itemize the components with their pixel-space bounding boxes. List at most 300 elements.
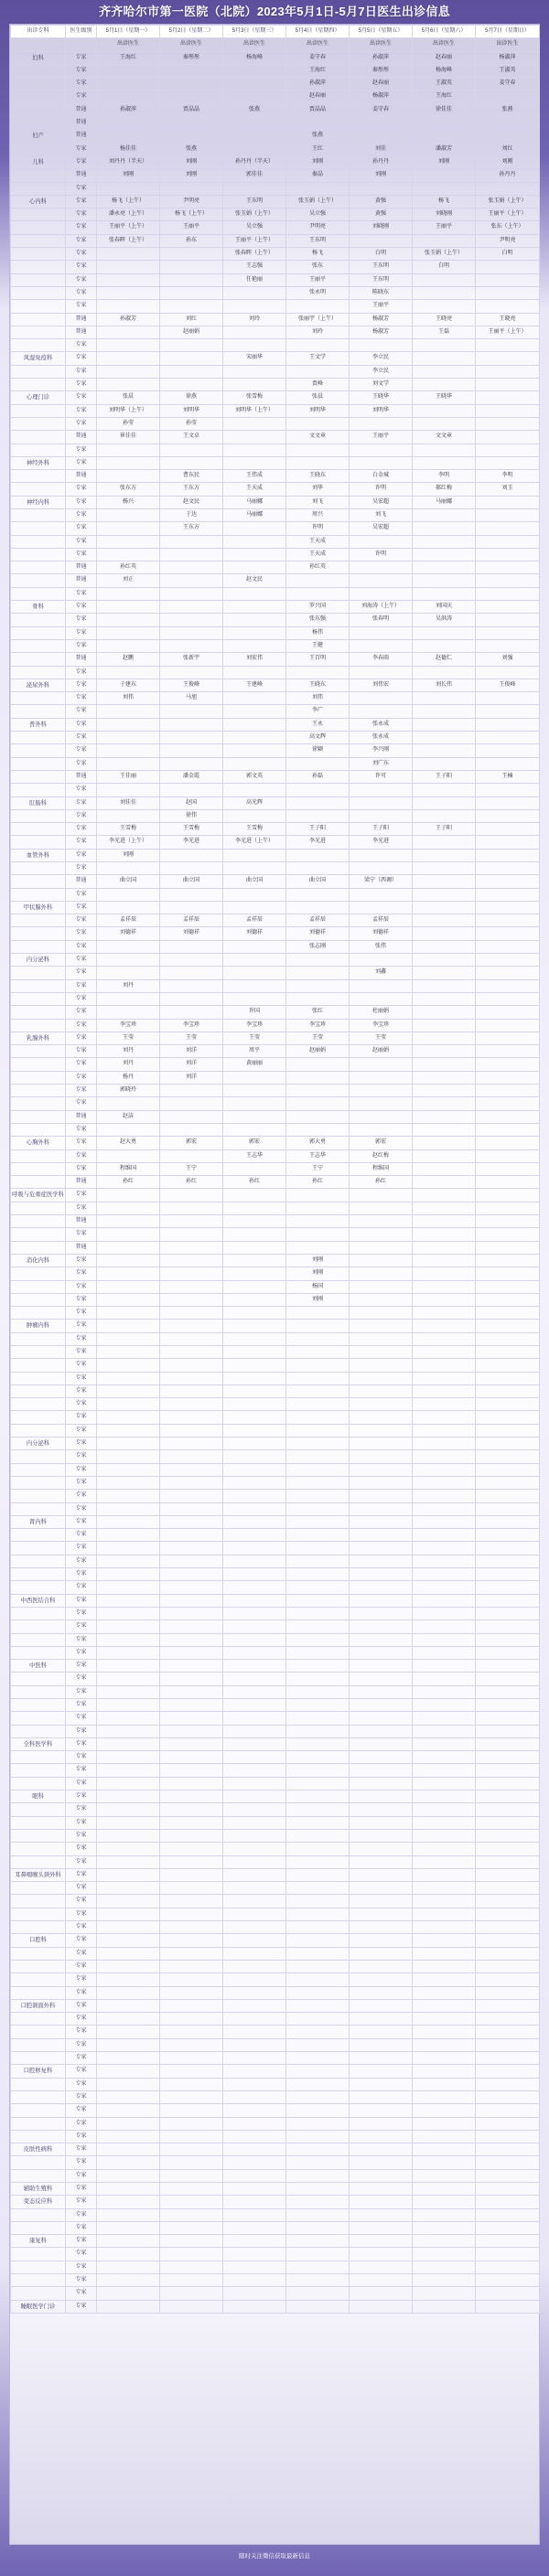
dept-cell xyxy=(11,561,66,574)
dept-cell: 风湿免疫科 xyxy=(11,352,66,365)
doctor-cell xyxy=(160,1699,223,1712)
dept-cell xyxy=(11,1685,66,1698)
doctor-cell xyxy=(223,2078,286,2090)
doctor-cell: 杨淑萍 xyxy=(350,91,413,103)
doctor-cell: 秦晶 xyxy=(286,169,350,182)
doctor-cell xyxy=(476,796,540,809)
doctor-cell xyxy=(97,2208,160,2221)
doctor-cell xyxy=(413,1895,476,1908)
level-cell: 专家 xyxy=(66,1293,97,1306)
level-cell: 专家 xyxy=(66,91,97,103)
doctor-cell xyxy=(160,1829,223,1842)
doctor-cell xyxy=(476,352,540,365)
dept-cell xyxy=(11,1149,66,1162)
doctor-cell xyxy=(160,1712,223,1725)
doctor-cell xyxy=(97,1895,160,1908)
doctor-cell xyxy=(476,1986,540,1999)
doctor-cell xyxy=(223,718,286,731)
doctor-cell xyxy=(223,1438,286,1450)
doctor-cell xyxy=(160,1241,223,1254)
doctor-cell xyxy=(413,1398,476,1411)
doctor-cell xyxy=(350,1685,413,1698)
level-cell: 专家 xyxy=(66,809,97,822)
doctor-cell: 张永成 xyxy=(350,732,413,744)
doctor-cell xyxy=(223,456,286,469)
doctor-cell xyxy=(476,1777,540,1790)
schedule-body xyxy=(11,38,540,2314)
doctor-cell xyxy=(160,1476,223,1489)
doctor-cell xyxy=(413,1777,476,1790)
dept-cell: 普外科 xyxy=(11,718,66,731)
doctor-cell: 王晓东 xyxy=(286,470,350,483)
doctor-cell: 杨飞（上午） xyxy=(160,208,223,221)
doctor-cell: 刘广东 xyxy=(350,757,413,770)
level-cell: 专家 xyxy=(66,1673,97,1685)
table-row xyxy=(11,496,540,508)
doctor-cell: 刘玉 xyxy=(476,483,540,496)
level-cell: 专家 xyxy=(66,1384,97,1397)
dept-cell xyxy=(11,992,66,1005)
table-row xyxy=(11,2143,540,2156)
doctor-cell xyxy=(97,705,160,718)
dept-cell xyxy=(11,1359,66,1372)
doctor-cell xyxy=(97,326,160,338)
doctor-cell xyxy=(476,1843,540,1855)
dept-cell: 中医科 xyxy=(11,1660,66,1673)
level-cell: 专家 xyxy=(66,1555,97,1567)
doctor-cell: 王晓亮 xyxy=(413,313,476,326)
level-cell: 专家 xyxy=(66,2038,97,2051)
doctor-cell xyxy=(286,1398,350,1411)
doctor-cell: 郭宏 xyxy=(160,1137,223,1149)
doctor-cell xyxy=(476,1424,540,1437)
doctor-cell xyxy=(286,849,350,861)
doctor-cell xyxy=(413,535,476,548)
dept-cell xyxy=(11,2052,66,2065)
doctor-cell xyxy=(160,1110,223,1123)
doctor-cell xyxy=(223,339,286,352)
doctor-cell xyxy=(223,1581,286,1594)
dept-cell: 口腔修复科 xyxy=(11,2065,66,2078)
doctor-cell xyxy=(476,1162,540,1175)
doctor-cell xyxy=(413,967,476,979)
level-cell: 专家 xyxy=(66,1568,97,1581)
doctor-cell xyxy=(97,1947,160,1960)
doctor-cell xyxy=(476,2013,540,2026)
doctor-cell xyxy=(286,1803,350,1816)
dept-cell: 心胸外科 xyxy=(11,1137,66,1149)
doctor-cell xyxy=(160,1803,223,1816)
level-cell: 专家 xyxy=(66,1660,97,1673)
doctor-cell xyxy=(223,1071,286,1084)
level-cell: 专家 xyxy=(66,1685,97,1698)
doctor-cell xyxy=(97,744,160,757)
level-cell: 专家 xyxy=(66,1803,97,1816)
doctor-cell xyxy=(476,666,540,679)
level-cell: 专家 xyxy=(66,1529,97,1542)
doctor-cell xyxy=(350,1620,413,1633)
doctor-cell: 张春晖（上午） xyxy=(97,234,160,247)
table-row xyxy=(11,2182,540,2195)
doctor-cell xyxy=(223,901,286,914)
doctor-cell xyxy=(476,927,540,940)
level-cell: 专家 xyxy=(66,2261,97,2273)
level-cell: 普通 xyxy=(66,117,97,130)
doctor-cell xyxy=(160,2287,223,2300)
doctor-cell xyxy=(350,1228,413,1241)
doctor-cell xyxy=(160,1555,223,1567)
doctor-cell xyxy=(223,626,286,639)
table-row xyxy=(11,352,540,365)
doctor-cell xyxy=(223,849,286,861)
doctor-cell xyxy=(160,2143,223,2156)
doctor-cell xyxy=(97,1241,160,1254)
doctor-cell: 张伟 xyxy=(350,940,413,953)
doctor-cell xyxy=(160,614,223,626)
doctor-cell xyxy=(286,1594,350,1607)
doctor-cell xyxy=(286,117,350,130)
doctor-cell xyxy=(160,1973,223,1986)
level-cell: 普通 xyxy=(66,770,97,783)
doctor-cell xyxy=(223,1450,286,1463)
level-cell: 专家 xyxy=(66,901,97,914)
level-cell: 专家 xyxy=(66,365,97,378)
doctor-cell xyxy=(160,1463,223,1476)
doctor-cell xyxy=(350,2221,413,2234)
doctor-cell xyxy=(97,1960,160,1972)
doctor-cell xyxy=(223,1882,286,1895)
level-cell: 专家 xyxy=(66,1162,97,1175)
table-row xyxy=(11,809,540,822)
dept-cell xyxy=(11,1620,66,1633)
doctor-cell xyxy=(350,1673,413,1685)
doctor-cell: 王俊峰 xyxy=(160,679,223,691)
level-cell: 专家 xyxy=(66,692,97,705)
doctor-cell: 王莹 xyxy=(160,1031,223,1044)
doctor-cell xyxy=(97,1868,160,1881)
table-row xyxy=(11,1529,540,1542)
doctor-cell xyxy=(286,1202,350,1214)
doctor-cell xyxy=(476,1581,540,1594)
table-row xyxy=(11,914,540,927)
dept-cell xyxy=(11,182,66,195)
table-row xyxy=(11,2104,540,2117)
doctor-cell xyxy=(97,757,160,770)
doctor-cell xyxy=(286,666,350,679)
doctor-cell: 刘刚 xyxy=(160,169,223,182)
doctor-cell: 梁宁（西调） xyxy=(350,875,413,888)
dept-cell xyxy=(11,535,66,548)
doctor-cell xyxy=(286,1490,350,1502)
doctor-cell xyxy=(413,1685,476,1698)
level-cell: 专家 xyxy=(66,732,97,744)
level-cell: 专家 xyxy=(66,1045,97,1058)
doctor-cell xyxy=(413,914,476,927)
doctor-cell xyxy=(286,1699,350,1712)
doctor-cell: 孟祥辰 xyxy=(350,914,413,927)
doctor-cell: 王健 xyxy=(286,639,350,652)
table-row xyxy=(11,1673,540,1685)
doctor-cell: 许明 xyxy=(286,522,350,535)
doctor-cell: 孟祥辰 xyxy=(223,914,286,927)
doctor-cell xyxy=(97,1293,160,1306)
table-row xyxy=(11,300,540,313)
dept-cell xyxy=(11,732,66,744)
doctor-cell xyxy=(476,2156,540,2169)
table-row xyxy=(11,535,540,548)
doctor-cell: 赵丽娟 xyxy=(286,1045,350,1058)
doctor-cell xyxy=(476,444,540,456)
doctor-cell xyxy=(223,1646,286,1659)
doctor-cell xyxy=(476,2117,540,2130)
doctor-cell: 于达 xyxy=(160,508,223,521)
doctor-cell xyxy=(160,2117,223,2130)
doctor-cell xyxy=(476,2065,540,2078)
dept-cell xyxy=(11,1581,66,1594)
doctor-cell xyxy=(476,91,540,103)
dept-cell xyxy=(11,1699,66,1712)
doctor-cell xyxy=(350,2182,413,2195)
doctor-cell xyxy=(476,1058,540,1071)
doctor-cell xyxy=(160,535,223,548)
doctor-cell: 王志华 xyxy=(223,1149,286,1162)
doctor-cell xyxy=(413,1384,476,1397)
doctor-cell xyxy=(97,1685,160,1698)
dept-cell xyxy=(11,1228,66,1241)
doctor-cell xyxy=(476,1241,540,1254)
doctor-cell: 郭晓玲 xyxy=(97,1085,160,1097)
doctor-cell xyxy=(350,954,413,967)
doctor-cell xyxy=(413,1359,476,1372)
doctor-cell xyxy=(476,339,540,352)
doctor-cell xyxy=(286,1934,350,1947)
level-cell: 专家 xyxy=(66,1855,97,1868)
doctor-cell xyxy=(286,1463,350,1476)
doctor-cell xyxy=(286,1633,350,1646)
doctor-cell xyxy=(476,2052,540,2065)
doctor-cell xyxy=(223,143,286,155)
doctor-cell xyxy=(160,1764,223,1777)
doctor-cell: 张春明 xyxy=(350,614,413,626)
doctor-cell xyxy=(97,2117,160,2130)
table-row xyxy=(11,130,540,143)
doctor-cell xyxy=(476,914,540,927)
doctor-cell: 刘飞 xyxy=(286,496,350,508)
doctor-cell xyxy=(97,862,160,875)
doctor-cell: 王楠 xyxy=(476,770,540,783)
doctor-cell xyxy=(476,1320,540,1332)
doctor-cell xyxy=(413,1764,476,1777)
doctor-cell xyxy=(160,2182,223,2195)
doctor-cell xyxy=(223,1568,286,1581)
doctor-cell xyxy=(350,849,413,861)
dept-cell xyxy=(11,300,66,313)
doctor-cell xyxy=(223,888,286,901)
doctor-cell xyxy=(286,1123,350,1136)
doctor-cell xyxy=(160,2274,223,2287)
doctor-cell xyxy=(223,2169,286,2182)
doctor-cell xyxy=(97,940,160,953)
doctor-cell xyxy=(223,1490,286,1502)
dept-cell xyxy=(11,1085,66,1097)
level-cell: 专家 xyxy=(66,1490,97,1502)
doctor-cell xyxy=(97,1332,160,1345)
doctor-cell xyxy=(223,1921,286,1934)
doctor-cell xyxy=(97,2182,160,2195)
doctor-cell: 吴立强 xyxy=(223,221,286,234)
doctor-cell xyxy=(476,1110,540,1123)
table-row xyxy=(11,1254,540,1267)
doctor-cell xyxy=(160,1568,223,1581)
doctor-cell xyxy=(413,1293,476,1306)
doctor-cell xyxy=(97,1921,160,1934)
table-row xyxy=(11,561,540,574)
dept-cell xyxy=(11,888,66,901)
doctor-cell xyxy=(97,1882,160,1895)
doctor-cell xyxy=(223,666,286,679)
header-cell: 出诊专科 xyxy=(11,26,66,38)
dept-cell xyxy=(11,2274,66,2287)
doctor-cell: 王东方 xyxy=(160,483,223,496)
doctor-cell xyxy=(160,2261,223,2273)
doctor-cell xyxy=(97,1986,160,1999)
doctor-cell xyxy=(350,1947,413,1960)
level-cell: 专家 xyxy=(66,2196,97,2208)
doctor-cell xyxy=(160,444,223,456)
doctor-cell xyxy=(223,117,286,130)
doctor-cell: 王东明 xyxy=(223,195,286,208)
level-cell: 专家 xyxy=(66,155,97,168)
doctor-cell xyxy=(223,2130,286,2143)
doctor-cell xyxy=(223,1685,286,1698)
doctor-cell xyxy=(413,1254,476,1267)
doctor-cell: 王丽平 xyxy=(160,221,223,234)
doctor-cell xyxy=(286,2117,350,2130)
doctor-cell: 李光进 xyxy=(160,836,223,849)
doctor-cell: 张东强 xyxy=(286,614,350,626)
doctor-cell xyxy=(413,1307,476,1320)
doctor-cell xyxy=(160,300,223,313)
doctor-cell: 刘佳 xyxy=(350,143,413,155)
doctor-cell xyxy=(350,2196,413,2208)
doctor-cell xyxy=(286,2090,350,2103)
dept-cell xyxy=(11,574,66,587)
table-row xyxy=(11,38,540,51)
dept-cell xyxy=(11,470,66,483)
doctor-cell xyxy=(97,1384,160,1397)
level-cell: 专家 xyxy=(66,784,97,796)
dept-cell xyxy=(11,770,66,783)
doctor-cell: 刘洋 xyxy=(160,1058,223,1071)
level-cell: 专家 xyxy=(66,2104,97,2117)
doctor-cell xyxy=(223,182,286,195)
doctor-cell: 王丽平 xyxy=(350,431,413,444)
doctor-cell xyxy=(97,1189,160,1202)
table-row xyxy=(11,1751,540,1764)
table-row xyxy=(11,1137,540,1149)
doctor-cell: 刘刚 xyxy=(97,169,160,182)
doctor-cell xyxy=(97,1254,160,1267)
level-cell: 专家 xyxy=(66,1332,97,1345)
dept-cell: 神经内科 xyxy=(11,496,66,508)
doctor-cell xyxy=(286,1215,350,1228)
doctor-cell: 王海红 xyxy=(97,51,160,64)
doctor-cell: 黄丽丽 xyxy=(223,1058,286,1071)
level-cell: 专家 xyxy=(66,391,97,404)
doctor-cell xyxy=(413,1345,476,1358)
doctor-cell: 尹明亮 xyxy=(160,195,223,208)
doctor-cell: 张永成 xyxy=(350,718,413,731)
doctor-cell xyxy=(350,2287,413,2300)
doctor-cell: 张玉娟（上午） xyxy=(476,195,540,208)
doctor-cell xyxy=(476,1868,540,1881)
doctor-cell xyxy=(160,639,223,652)
doctor-cell xyxy=(350,705,413,718)
doctor-cell xyxy=(286,1843,350,1855)
doctor-cell xyxy=(97,666,160,679)
table-row xyxy=(11,208,540,221)
doctor-cell xyxy=(160,273,223,286)
doctor-cell xyxy=(160,2196,223,2208)
level-cell: 专家 xyxy=(66,967,97,979)
doctor-cell: 崔佳佳 xyxy=(97,431,160,444)
doctor-cell: 李光进（上午） xyxy=(223,836,286,849)
doctor-cell xyxy=(286,862,350,875)
doctor-cell xyxy=(350,1280,413,1293)
doctor-cell xyxy=(350,1097,413,1110)
doctor-cell xyxy=(160,2038,223,2051)
level-cell: 专家 xyxy=(66,352,97,365)
table-row xyxy=(11,2130,540,2143)
doctor-cell xyxy=(223,2052,286,2065)
doctor-cell xyxy=(350,2274,413,2287)
doctor-cell xyxy=(413,1058,476,1071)
doctor-cell xyxy=(223,1699,286,1712)
doctor-cell xyxy=(97,2169,160,2182)
doctor-cell xyxy=(97,379,160,391)
doctor-cell: 孙红英 xyxy=(97,561,160,574)
doctor-cell xyxy=(413,352,476,365)
doctor-cell xyxy=(476,496,540,508)
doctor-cell: 刘明华 xyxy=(160,404,223,417)
doctor-cell xyxy=(413,1176,476,1189)
dept-cell xyxy=(11,914,66,927)
doctor-cell xyxy=(286,1372,350,1384)
doctor-cell xyxy=(223,1189,286,1202)
doctor-cell xyxy=(350,456,413,469)
doctor-cell xyxy=(413,587,476,600)
table-row xyxy=(11,1607,540,1619)
level-cell: 专家 xyxy=(66,666,97,679)
dept-cell xyxy=(11,1097,66,1110)
doctor-cell xyxy=(97,626,160,639)
doctor-cell: 张玉娟（上午） xyxy=(413,248,476,261)
table-row xyxy=(11,901,540,914)
doctor-cell xyxy=(97,2274,160,2287)
dept-cell xyxy=(11,1712,66,1725)
doctor-cell xyxy=(160,1502,223,1515)
doctor-cell xyxy=(223,1843,286,1855)
doctor-cell xyxy=(350,2143,413,2156)
doctor-cell xyxy=(413,927,476,940)
dept-cell xyxy=(11,143,66,155)
header-cell: 5月4日（星期四） xyxy=(286,26,350,38)
doctor-cell xyxy=(223,2287,286,2300)
table-row xyxy=(11,732,540,744)
doctor-cell xyxy=(223,64,286,77)
table-row xyxy=(11,1345,540,1358)
dept-cell xyxy=(11,757,66,770)
